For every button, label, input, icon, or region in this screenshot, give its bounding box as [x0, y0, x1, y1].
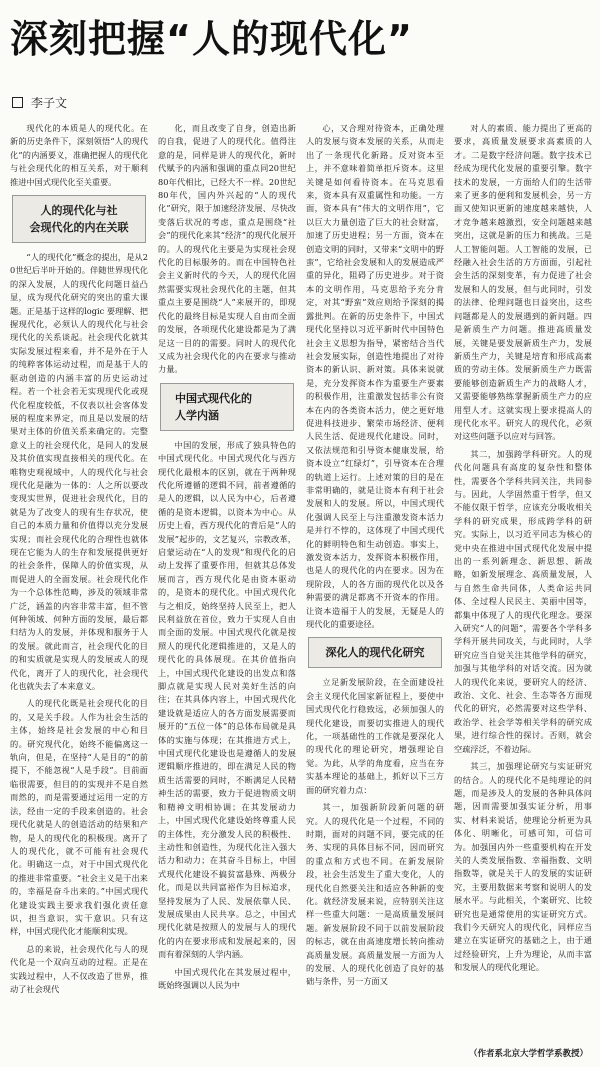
paragraph: 其一，加强新阶段新问题的研究。人的现代化是一个过程，不同的时期，面对的问题不同，要完成的任务、实现的具体目标不同，因而研究的重点和方式也不同。在新发展阶段，社会生活发生了重大变化，人的现代化自然要关注和适应各种新的变化。就经济发展来说，应特别关注这样一些重大问题：一是高质量发展问题。新发展阶段不同于以前发展阶段的标志，就在由高速度增长转向推动高质量发展。高质量发展一方面为人的发展、人的现代化创造了良好的基础与条件，另一方面又: [306, 802, 444, 987]
author-name: 李子文: [31, 95, 68, 110]
paragraph: 人的现代化既是社会现代化的目的，又是关手段。人作为社会生活的主体，始终是社会发展的中心和目的。研究现代化，始终不能偏离这一轨向，但是，在坚持“人是目的”的前提下，不能忽视“人是手段”。目前面临很需要，但目的的实现并不是自然而然的，而是需要通过运用一定的方法，经由一定的手段来创造的。社会现代化就是人的创造活动的结果和产物，是人的现代化的积极现。离开了人的现代化，就不可能有社会现代化。明确这一点，对于中国式现代化的推进非常重要。“社会主义是干出来的，幸福是奋斗出来的。”中国式现代化建设实践主要求我们强化责任意识，担当意识，实干意识。只有这样，中国式现代化才能顺利实现。: [10, 698, 148, 937]
section-heading: [308, 637, 442, 668]
paragraph: “人的现代化”概念的提出，是从20世纪后半叶开始的。伴随世界现代化的深入发展，人的现代化问题日益凸显，成为现代化研究的突出的重大课题。正是基于这样的logic 要理解、把握现代化，必须认人的现代化与社会现代化的关系谈起。社会现代化就其实际发展过程来看，并不是外在于人的纯粹客体运动过程，而是基于人的驱动创造的内涵丰富的历史运动过程。若一个社会若无实现现代化或现代化程度较低，不仅表以社会客体发展的程度来界定，而且是以发展的结果对主体的价值关系来确定的。完整意义上的社会现代化，是同人的发展及其价值实现直接相关的现代化。在唯物史观视域中，人的现代化与社会现代化是融为一体的：人之所以要改变现实世界，促进社会现代化，目的就是为了改变人的现有生存状况，使自己的本质力量和价值得以充分发展实现；而社会现代化的合理性也就体现在它能为人的生存和发展提供更好的社会条件，保障人的价值实现，从而促进人的全面发展。社会现代化作为一个总体性范畴，涉及的领域非常广泛，涵盖的内容非常丰富，但不管何种领域、何种方面的发展，最后都归结为人的发展，并体现和服务于人的发展。就此而言，社会现代化的目的和实质就是实现人的发展或人的现代化，离开了人的现代化，社会现代化也就失去了本来意义。: [10, 252, 148, 692]
article-column-4: [454, 122, 592, 1052]
byline: [12, 92, 67, 112]
paragraph: 中国的发展，形成了独具特色的中国式现代化。中国式现代化与西方现代化最根本的区别，就在于两种现代化所遵循的逻辑不同，前者遵循的是人的逻辑，以人民为中心，后者遵循的是资本逻辑，以资本为中心。从历史上看，西方现代化的背后是“人的发展”起步的，文艺复兴，宗教改革，启蒙运动在“人的发现”和现代化的启动上发挥了重要作用，但就其总体发展而言，西方现代化是由资本驱动的，是资本的现代化。中国式现代化与之相反，始终坚持人民至上，把人民利益放在首位，致力于实现人自由而全面的发展。中国式现代化就是按照人的现代化逻辑推进的，又是人的现代化的具体展现。在其价值指向上，中国式现代化建设的出发点和落脚点就是实现人民对美好生活的向往；在其具体内容上，中国式现代化建设就是适应人的各方面发展需要而展开的“五位一体”的总体布局就是具体的实施与体现；在其推进方式上，中国式现代化建设也是遵循人的发展逻辑顺序推进的，即在满足人民的物质生活需要的同时，不断满足人民精神生活的需要，致力于促进物质文明和精神文明相协调；在其发展动力上，中国式现代化建设始终尊重人民的主体性，充分激发人民的积极性、主动性和创造性，为现代化注入强大活力和动力；在其奋斗目标上，中国式现代化建设不搞贫富悬殊、两极分化，而是以共同富裕作为目标追求，坚持发展为了人民、发展依靠人民、发展成果由人民共享。总之，中国式现代化就是按照人的发展与人的现代化的内在要求形成和发展起来的，因而有着深刻的人学内涵。: [158, 439, 296, 960]
author-credit: （作者系北京大学哲学系教授）: [468, 1049, 588, 1059]
paragraph: 总的来说，社会现代化与人的现代化是一个双向互动的过程。正是在实践过程中，人不仅改造了世界，推动了社会现代: [10, 943, 148, 994]
paragraph: 对人的素质、能力提出了更高的要求，高质量发展要求高素质的人才。二是数字经济问题。数字技术已经成为现代化发展的重要引擎。数字技术的发展，一方面给人们的生活带来了更多的便利和发展机会，另一方面又使知识更新的速度越来越快，人才竞争越来越激烈，安全问题越来越突出，这就是新的压力和挑战。三是人工智能问题。人工智能的发展，已经融入社会生活的方方面面，引起社会生活的深刻变革，有力促进了社会发展和人的发展，但与此同时，引发的法律、伦理问题也日益突出，这些问题都是人的发展遇到的新问题。四是新质生产力问题。推进高质量发展，关键是要发展新质生产力，发展新质生产力，关键是培育和形成高素质的劳动主体。发展新质生产力既需要能够创造新质生产力的战略人才，又需要能够熟练掌握新质生产力的应用型人才。这就实现上要求提高人的现代化水平。研究人的现代化，必须对这些问题予以应对与回答。: [454, 123, 592, 442]
byline-box-icon: [12, 97, 23, 108]
section-heading: [160, 383, 294, 431]
paragraph: 现代化的本质是人的现代化。在新的历史条件下，深刻领悟“人的现代化”的内涵要义，准确把握人的现代化与社会现代化的相互关系，对于顺利推进中国式现代化至关重要。: [10, 123, 148, 187]
section-heading-line: 会现代化的内在关联: [29, 221, 129, 235]
section-heading-line: 中国式现代化的: [175, 391, 252, 405]
paragraph: 化，而且改变了自身，创造出新的自我，促进了人的现代化。值得注意的是，同样是讲人的现代化，新时代赋予的内涵和强调的重点同20世纪80年代相比，已经大不一样。20世纪80年代，国内外兴起的“人的现代化”研究，限于加速经济发展、尽快改变落后状况的考虑，重点是围绕“社会”的现代化来其“经济”的现代化展开的。人的现代化主要是为实现社会现代化的目标服务的。而在中国特色社会主义新时代的今天，人的现代化固然需要实现社会现代化的主题，但其重点主要是围绕“人”来展开的，即现代化的最终目标是实现人自由而全面的发展，各项现代化建设都是为了满足这一目的的需要。同时人的现代化又成为社会现代化的内在要求与推动力量。: [158, 123, 296, 375]
section-heading-line: 人学内涵: [175, 408, 219, 422]
paragraph: 立足新发展阶段，在全面建设社会主义现代化国家新征程上，要使中国式现代化行稳致远，必须加强人的现代化建设，而要切实推进人的现代化，一项基础性的工作就是要深化人的现代化的理论研究，增强理论自觉。为此，从学的角度看，应当在夯实基本理论的基础上，抓好以下三方面的研究着力点：: [306, 677, 444, 795]
article-column-2: [158, 122, 296, 1052]
section-heading-line: 深化人的现代化研究: [325, 646, 425, 660]
paragraph: 心，又合理对待资本，正确处理人的发展与资本发展的关系，从而走出了一条现代化新路。反对资本至上，并不意味着简单拒斥资本。这里关键是如何看待资本。在马克思看来，资本具有双重属性和功能。一方面，资本具有“伟大的文明作用”，它以巨大力量创造了巨大的社会财富，加速了历史进程；另一方面，资本在创造文明的同时，又带来“文明中的野蛮”，它给社会发展和人的发展造成严重的异化，阻碍了历史进步。对于资本的文明作用，马克思给予充分肯定，对其“野蛮”效应则给予深刻的揭露批判。在新的历史条件下，中国式现代化坚持以习近平新时代中国特色社会主义思想为指导，紧密结合当代社会发展实际，创造性地提出了对待资本的新认识、新对策。具体来说就是，充分发挥资本作为重要生产要素的积极作用，注重激发包括非公有资本在内的各类资本活力，使之更好地促进科技进步、繁荣市场经济、便利人民生活、促进现代化建设。同时，又依法规范和引导资本健康发展，给资本设立“红绿灯”，引导资本在合理的轨道上运行。上述对策的目的是在非常明确的，就是让资本有利于社会发展和人的发展。所以，中国式现代化强调人民至上与注重激发资本活力是并行不悖的，这体现了中国式现代化的鲜明特色和生动创造。事实上，激发资本活力，发挥资本积极作用，也是人的现代化的内在要求。因为在现阶段，人的各方面的现代化以及各种需要的满足都离不开资本的作用。让资本造福于人的发展，无疑是人的现代化的重要途径。: [306, 123, 444, 630]
paragraph: 其二，加强跨学科研究。人的现代化问题具有高度的复杂性和整体性，需要各个学科共同关注，共同参与。因此，人学固然重于哲学，但又不能仅限于哲学，应该充分吸收相关学科的研究成果，形成跨学科的研究。实际上，以习近平同志为核心的党中央在推进中国式现代化发展中提出的一系列新理念、新思想、新战略，如新发展理念、高质量发展，人与自然生命共同体，人类命运共同体、全过程人民民主、美丽中国等，都集中体现了人的现代化理念。要深入研究“人的问题”，需要各个学科多学科开展共同攻关，与此同时，人学研究应当自觉关注其他学科的研究，加强与其他学科的对话交流。因为就人的现代化来说，要研究人的经济、政治、文化、社会、生态等各方面现代化的研究，必然需要对这些学科、政治学、社会学等相关学科的研究成果，进行综合性的探讨。否则，就会空疏浮泛，不着边际。: [454, 448, 592, 754]
article-column-1: [10, 122, 148, 1052]
section-heading-line: 人的现代化与社: [40, 204, 118, 218]
section-heading: [12, 195, 146, 243]
paragraph: 中国式现代化在其发展过程中，既始终强调以人民为中: [158, 966, 296, 990]
paragraph: 其三，加强理论研究与实证研究的结合。人的现代化不是纯理论的问题，而是涉及人的发展的各种具体问题，因而需要加强实证分析，用事实、材料来说话，使理论分析更为具体化、明晰化，可感可知，可信可为。加强国内外一些重要机构在开发关的人类发展指数、幸福指数、文明指数等，就是关于人的发展的实证研究，主要用数据来考察和说明人的发展水平。与此相关，个案研究、比较研究也是通常使用的实证研究方式。我们今天研究人的现代化，同样应当建立在实证研究的基础之上，由于通过经验研究，上升为理论，从而丰富和发展人的现代化理论。: [454, 761, 592, 973]
article-column-3: [306, 122, 444, 1052]
article-title: 深刻把握“人的现代化”: [10, 17, 413, 61]
